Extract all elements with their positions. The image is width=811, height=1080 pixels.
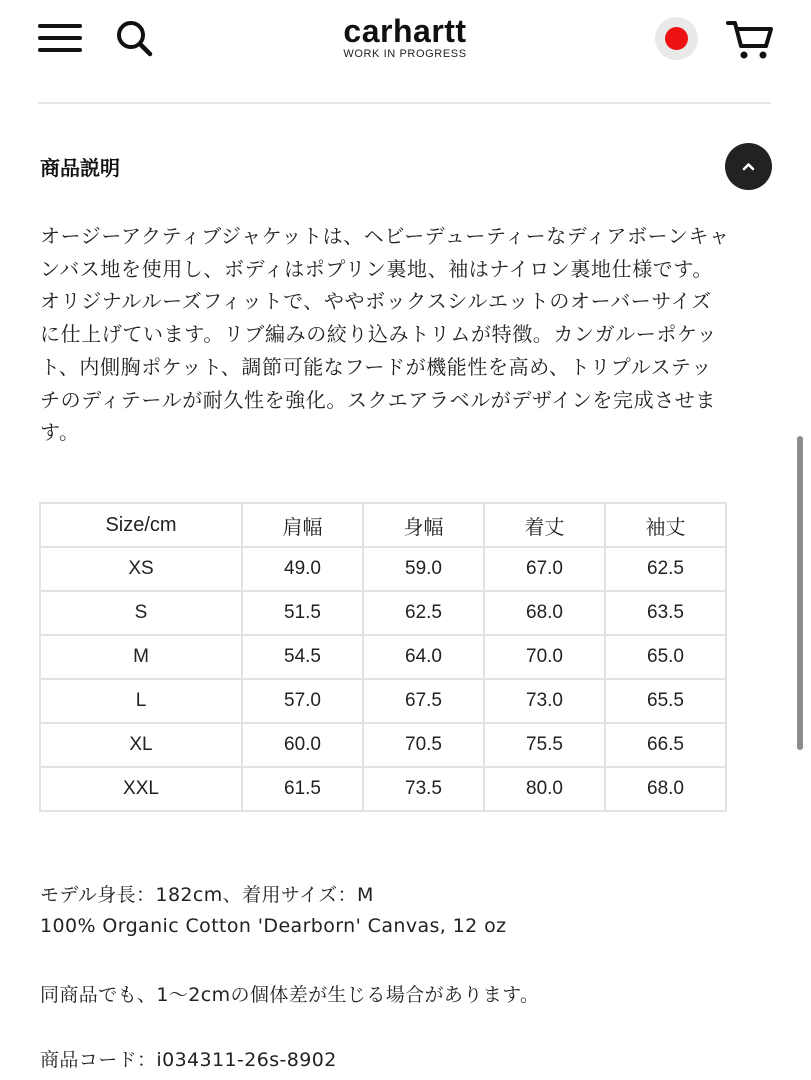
table-cell: 62.5 — [605, 547, 726, 591]
table-cell: 70.5 — [363, 723, 484, 767]
chevron-up-icon — [739, 157, 758, 176]
table-cell: M — [40, 635, 242, 679]
header-divider — [38, 102, 771, 104]
product-description-title: 商品説明 — [40, 156, 120, 180]
table-cell: 59.0 — [363, 547, 484, 591]
table-cell: 67.5 — [363, 679, 484, 723]
table-cell: 73.0 — [484, 679, 605, 723]
table-cell: 51.5 — [242, 591, 363, 635]
table-row — [40, 547, 726, 591]
table-cell: S — [40, 591, 242, 635]
table-cell: XS — [40, 547, 242, 591]
table-cell: 57.0 — [242, 679, 363, 723]
site-header — [0, 0, 811, 80]
table-cell: 61.5 — [242, 767, 363, 811]
header-cell: 袖丈 — [605, 503, 726, 547]
country-selector[interactable] — [655, 17, 698, 60]
table-row — [40, 723, 726, 767]
product-description: オージーアクティブジャケットは、ヘビーデューティーなディアボーンキャンバス地を使用し、ボディはポプリン裏地、袖はナイロン裏地仕様です。オリジナルルーズフィットで、ややボックスシルエットのオーバーサイズに仕上げています。リブ編みの絞り込みトリムが特徴。カンガルーポケット、内側胸ポケット、調節可能なフードが機能性を高め、トリプルステッチのディテールが耐久性を強化。スクエアラベルがデザインを完成させます。 — [40, 224, 730, 445]
header-cell: 身幅 — [363, 503, 484, 547]
table-cell: 54.5 — [242, 635, 363, 679]
table-cell: 49.0 — [242, 547, 363, 591]
table-cell: 60.0 — [242, 723, 363, 767]
table-cell: 68.0 — [605, 767, 726, 811]
page-scrollbar[interactable] — [797, 436, 803, 750]
japan-flag-icon — [665, 27, 688, 50]
header-cell: Size/cm — [40, 503, 242, 547]
table-row — [40, 591, 726, 635]
material-info: 100% Organic Cotton 'Dearborn' Canvas, 12 oz — [40, 915, 507, 937]
table-cell: 80.0 — [484, 767, 605, 811]
table-cell: 63.5 — [605, 591, 726, 635]
table-row — [40, 767, 726, 811]
table-header-row — [40, 503, 726, 547]
cart-icon[interactable] — [726, 18, 774, 62]
table-cell: XXL — [40, 767, 242, 811]
table-cell: 64.0 — [363, 635, 484, 679]
header-cell: 着丈 — [484, 503, 605, 547]
table-cell: 67.0 — [484, 547, 605, 591]
table-cell: 70.0 — [484, 635, 605, 679]
table-row — [40, 679, 726, 723]
table-cell: 62.5 — [363, 591, 484, 635]
table-cell: XL — [40, 723, 242, 767]
header-cell: 肩幅 — [242, 503, 363, 547]
size-table — [39, 502, 727, 812]
collapse-button[interactable] — [725, 143, 772, 190]
search-icon[interactable] — [114, 18, 154, 58]
table-cell: 68.0 — [484, 591, 605, 635]
table-cell: 75.5 — [484, 723, 605, 767]
product-code: 商品コード：i034311-26s-8902 — [40, 1049, 337, 1071]
logo-wordmark: carhartt — [343, 13, 467, 49]
table-cell: 73.5 — [363, 767, 484, 811]
table-cell: 65.0 — [605, 635, 726, 679]
table-cell: L — [40, 679, 242, 723]
hamburger-menu-icon[interactable] — [38, 22, 82, 54]
brand-logo[interactable] — [300, 14, 510, 60]
size-variance-note: 同商品でも、1〜2cmの個体差が生じる場合があります。 — [40, 984, 540, 1006]
logo-tagline: WORK IN PROGRESS — [343, 48, 467, 60]
table-cell: 65.5 — [605, 679, 726, 723]
table-cell: 66.5 — [605, 723, 726, 767]
model-info: モデル身長：182cm、着用サイズ：M — [40, 884, 374, 906]
table-row — [40, 635, 726, 679]
